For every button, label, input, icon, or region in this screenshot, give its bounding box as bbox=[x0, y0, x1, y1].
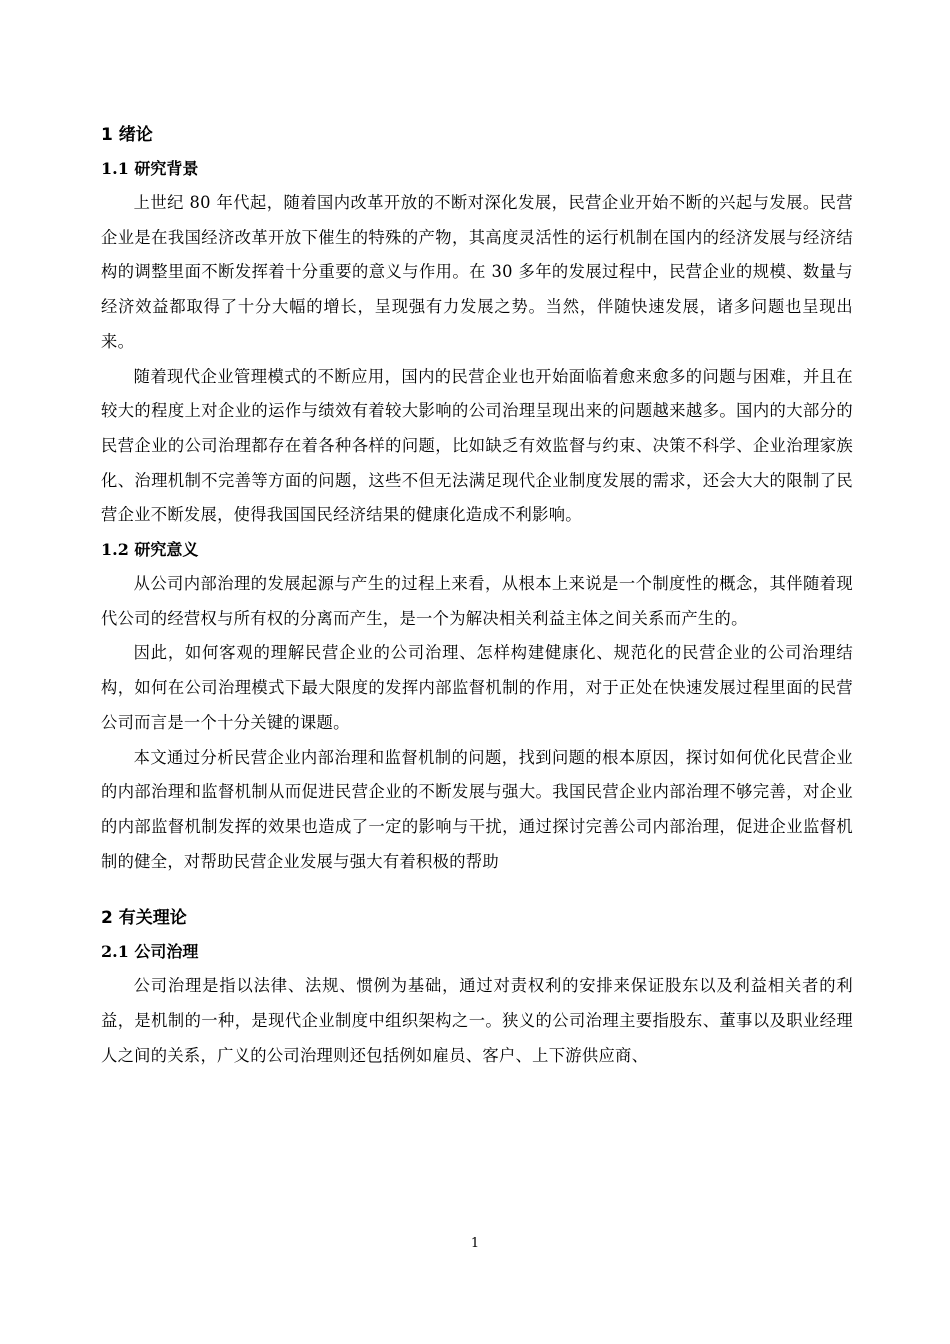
paragraph: 本文通过分析民营企业内部治理和监督机制的问题，找到问题的根本原因，探讨如何优化民营企业的内部治理和监督机制从而促进民营企业的不断发展与强大。我国民营企业内部治理不够完善，对企业的内部监督机制发挥的效果也造成了一定的影响与干扰，通过探讨完善公司内部治理，促进企业监督机制的健全，对帮助民营企业发展与强大有着积极的帮助 bbox=[101, 747, 853, 871]
section-2-1-title: 2.1 公司治理 bbox=[101, 942, 199, 962]
paragraph: 因此，如何客观的理解民营企业的公司治理、怎样构建健康化、规范化的民营企业的公司治理结构，如何在公司治理模式下最大限度的发挥内部监督机制的作用，对于正处在快速发展过程里面的民营公司而言是一个十分关键的课题。 bbox=[101, 643, 853, 732]
paragraph: 随着现代企业管理模式的不断应用，国内的民营企业也开始面临着愈来愈多的问题与困难，并且在较大的程度上对企业的运作与绩效有着较大影响的公司治理呈现出来的问题越来越多。国内的大部分的民营企业的公司治理都存在着各种各样的问题，比如缺乏有效监督与约束、决策不科学、企业治理家族化、治理机制不完善等方面的问题，这些不但无法满足现代企业制度发展的需求，还会大大的限制了民营企业不断发展，使得我国国民经济结果的健康化造成不利影响。 bbox=[101, 366, 853, 525]
section-1-2-title: 1.2 研究意义 bbox=[101, 540, 199, 560]
section-1-title: 1 绪论 bbox=[101, 125, 153, 145]
document-body bbox=[101, 118, 853, 1073]
paragraph: 上世纪 80 年代起，随着国内改革开放的不断对深化发展，民营企业开始不断的兴起与发展。民营企业是在我国经济改革开放下催生的特殊的产物，其高度灵活性的运行机制在国内的经济发展与经济结构的调整里面不断发挥着十分重要的意义与作用。在 30 多年的发展过程中，民营企业的规模、数量与经济效益都取得了十分大幅的增长，呈现强有力发展之势。当然，伴随快速发展，诸多问题也呈现出来。 bbox=[101, 193, 853, 351]
paragraph: 公司治理是指以法律、法规、惯例为基础，通过对责权利的安排来保证股东以及利益相关者的利益，是机制的一种，是现代企业制度中组织架构之一。狭义的公司治理主要指股东、董事以及职业经理人之间的关系，广义的公司治理则还包括例如雇员、客户、上下游供应商、 bbox=[101, 976, 853, 1065]
section-1-1-title: 1.1 研究背景 bbox=[101, 159, 199, 178]
section-spacer bbox=[101, 879, 853, 901]
section-2-title: 2 有关理论 bbox=[101, 908, 187, 929]
paragraph: 从公司内部治理的发展起源与产生的过程上来看，从根本上来说是一个制度性的概念，其伴随着现代公司的经营权与所有权的分离而产生，是一个为解决相关利益主体之间关系而产生的。 bbox=[101, 574, 853, 628]
page-number: 1 bbox=[470, 1236, 480, 1251]
